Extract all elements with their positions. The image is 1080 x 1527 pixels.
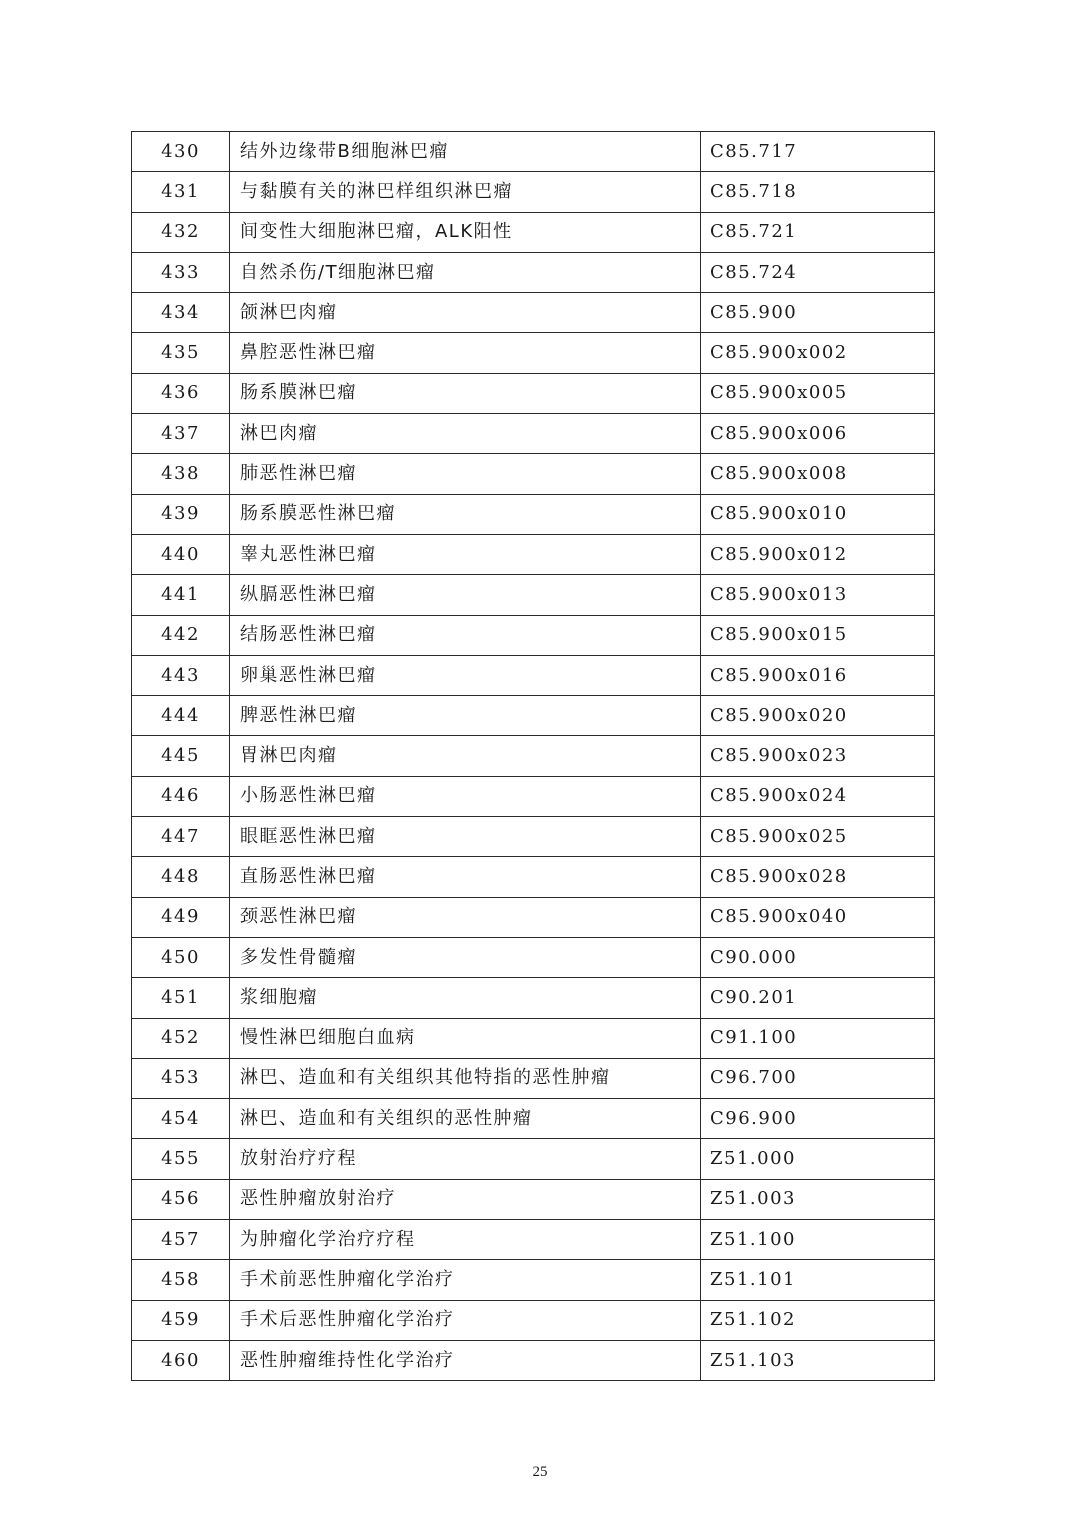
diagnosis-name-cell: 纵膈恶性淋巴瘤 (230, 575, 701, 615)
diagnosis-name-cell: 放射治疗疗程 (230, 1139, 701, 1179)
table-row (132, 1139, 935, 1179)
table-row (132, 817, 935, 857)
diagnosis-code-cell: Z51.103 (701, 1340, 935, 1380)
diagnosis-code-cell: C96.900 (701, 1099, 935, 1139)
row-number-cell: 433 (132, 252, 230, 292)
diagnosis-code-cell: Z51.003 (701, 1179, 935, 1219)
row-number-cell: 432 (132, 212, 230, 252)
table-row (132, 575, 935, 615)
diagnosis-code-cell: C85.900 (701, 293, 935, 333)
table-row (132, 1058, 935, 1098)
row-number-cell: 455 (132, 1139, 230, 1179)
row-number-cell: 436 (132, 373, 230, 413)
table-row (132, 937, 935, 977)
diagnosis-code-cell: C85.900x023 (701, 736, 935, 776)
table-row (132, 293, 935, 333)
diagnosis-code-cell: Z51.100 (701, 1220, 935, 1260)
diagnosis-code-cell: C85.717 (701, 132, 935, 172)
diagnosis-code-cell: C85.900x028 (701, 857, 935, 897)
diagnosis-code-cell: C85.900x002 (701, 333, 935, 373)
diagnosis-name-cell: 眼眶恶性淋巴瘤 (230, 817, 701, 857)
table-row (132, 776, 935, 816)
row-number-cell: 453 (132, 1058, 230, 1098)
diagnosis-name-cell: 结肠恶性淋巴瘤 (230, 615, 701, 655)
diagnosis-code-cell: C85.900x010 (701, 494, 935, 534)
row-number-cell: 438 (132, 454, 230, 494)
table-row (132, 132, 935, 172)
row-number-cell: 444 (132, 696, 230, 736)
diagnosis-name-cell: 间变性大细胞淋巴瘤，ALK阳性 (230, 212, 701, 252)
diagnosis-code-cell: C85.900x013 (701, 575, 935, 615)
table-row (132, 333, 935, 373)
table-row (132, 534, 935, 574)
diagnosis-name-cell: 结外边缘带B细胞淋巴瘤 (230, 132, 701, 172)
diagnosis-code-cell: Z51.000 (701, 1139, 935, 1179)
diagnosis-name-cell: 直肠恶性淋巴瘤 (230, 857, 701, 897)
diagnosis-name-cell: 手术前恶性肿瘤化学治疗 (230, 1260, 701, 1300)
table-row (132, 1220, 935, 1260)
diagnosis-name-cell: 恶性肿瘤放射治疗 (230, 1179, 701, 1219)
row-number-cell: 440 (132, 534, 230, 574)
table-row (132, 494, 935, 534)
diagnosis-name-cell: 小肠恶性淋巴瘤 (230, 776, 701, 816)
diagnosis-code-cell: C96.700 (701, 1058, 935, 1098)
table-row (132, 212, 935, 252)
row-number-cell: 459 (132, 1300, 230, 1340)
table-row (132, 655, 935, 695)
page-number: 25 (532, 1464, 548, 1480)
table-row (132, 373, 935, 413)
row-number-cell: 449 (132, 897, 230, 937)
table-row (132, 1179, 935, 1219)
diagnosis-name-cell: 浆细胞瘤 (230, 978, 701, 1018)
diagnosis-name-cell: 淋巴、造血和有关组织其他特指的恶性肿瘤 (230, 1058, 701, 1098)
diagnosis-name-cell: 胃淋巴肉瘤 (230, 736, 701, 776)
row-number-cell: 460 (132, 1340, 230, 1380)
row-number-cell: 452 (132, 1018, 230, 1058)
diagnosis-code-cell: Z51.102 (701, 1300, 935, 1340)
diagnosis-code-cell: C85.900x015 (701, 615, 935, 655)
diagnosis-code-cell: C85.900x040 (701, 897, 935, 937)
row-number-cell: 456 (132, 1179, 230, 1219)
diagnosis-code-cell: Z51.101 (701, 1260, 935, 1300)
diagnosis-code-cell: C85.900x012 (701, 534, 935, 574)
table-row (132, 1099, 935, 1139)
table-row (132, 414, 935, 454)
diagnosis-name-cell: 肠系膜淋巴瘤 (230, 373, 701, 413)
diagnosis-name-cell: 为肿瘤化学治疗疗程 (230, 1220, 701, 1260)
diagnosis-name-cell: 手术后恶性肿瘤化学治疗 (230, 1300, 701, 1340)
row-number-cell: 431 (132, 172, 230, 212)
diagnosis-name-cell: 肺恶性淋巴瘤 (230, 454, 701, 494)
table-body (132, 132, 935, 1381)
row-number-cell: 446 (132, 776, 230, 816)
row-number-cell: 454 (132, 1099, 230, 1139)
row-number-cell: 443 (132, 655, 230, 695)
row-number-cell: 439 (132, 494, 230, 534)
diagnosis-name-cell: 淋巴肉瘤 (230, 414, 701, 454)
row-number-cell: 430 (132, 132, 230, 172)
table-row (132, 454, 935, 494)
diagnosis-code-table (131, 131, 935, 1381)
table-row (132, 1260, 935, 1300)
table-row (132, 736, 935, 776)
diagnosis-code-cell: C85.900x025 (701, 817, 935, 857)
table-row (132, 897, 935, 937)
row-number-cell: 457 (132, 1220, 230, 1260)
table-row (132, 978, 935, 1018)
row-number-cell: 441 (132, 575, 230, 615)
row-number-cell: 451 (132, 978, 230, 1018)
diagnosis-name-cell: 多发性骨髓瘤 (230, 937, 701, 977)
row-number-cell: 448 (132, 857, 230, 897)
diagnosis-name-cell: 颌淋巴肉瘤 (230, 293, 701, 333)
table-row (132, 615, 935, 655)
diagnosis-code-cell: C85.718 (701, 172, 935, 212)
diagnosis-name-cell: 颈恶性淋巴瘤 (230, 897, 701, 937)
row-number-cell: 435 (132, 333, 230, 373)
diagnosis-name-cell: 慢性淋巴细胞白血病 (230, 1018, 701, 1058)
row-number-cell: 447 (132, 817, 230, 857)
diagnosis-code-cell: C90.201 (701, 978, 935, 1018)
table-row (132, 1300, 935, 1340)
diagnosis-code-cell: C85.900x008 (701, 454, 935, 494)
diagnosis-name-cell: 鼻腔恶性淋巴瘤 (230, 333, 701, 373)
diagnosis-code-cell: C85.900x016 (701, 655, 935, 695)
row-number-cell: 450 (132, 937, 230, 977)
row-number-cell: 442 (132, 615, 230, 655)
diagnosis-name-cell: 脾恶性淋巴瘤 (230, 696, 701, 736)
diagnosis-code-cell: C85.721 (701, 212, 935, 252)
row-number-cell: 437 (132, 414, 230, 454)
diagnosis-name-cell: 恶性肿瘤维持性化学治疗 (230, 1340, 701, 1380)
diagnosis-code-cell: C85.900x024 (701, 776, 935, 816)
table-row (132, 696, 935, 736)
table-row (132, 172, 935, 212)
table-row (132, 857, 935, 897)
diagnosis-code-cell: C85.900x006 (701, 414, 935, 454)
diagnosis-code-cell: C90.000 (701, 937, 935, 977)
row-number-cell: 458 (132, 1260, 230, 1300)
diagnosis-code-cell: C85.900x020 (701, 696, 935, 736)
row-number-cell: 445 (132, 736, 230, 776)
diagnosis-name-cell: 淋巴、造血和有关组织的恶性肿瘤 (230, 1099, 701, 1139)
diagnosis-name-cell: 自然杀伤/T细胞淋巴瘤 (230, 252, 701, 292)
diagnosis-name-cell: 卵巢恶性淋巴瘤 (230, 655, 701, 695)
diagnosis-name-cell: 睾丸恶性淋巴瘤 (230, 534, 701, 574)
diagnosis-code-cell: C85.900x005 (701, 373, 935, 413)
row-number-cell: 434 (132, 293, 230, 333)
table-row (132, 1340, 935, 1380)
diagnosis-code-cell: C91.100 (701, 1018, 935, 1058)
diagnosis-code-cell: C85.724 (701, 252, 935, 292)
table-row (132, 1018, 935, 1058)
diagnosis-name-cell: 肠系膜恶性淋巴瘤 (230, 494, 701, 534)
diagnosis-name-cell: 与黏膜有关的淋巴样组织淋巴瘤 (230, 172, 701, 212)
table-row (132, 252, 935, 292)
